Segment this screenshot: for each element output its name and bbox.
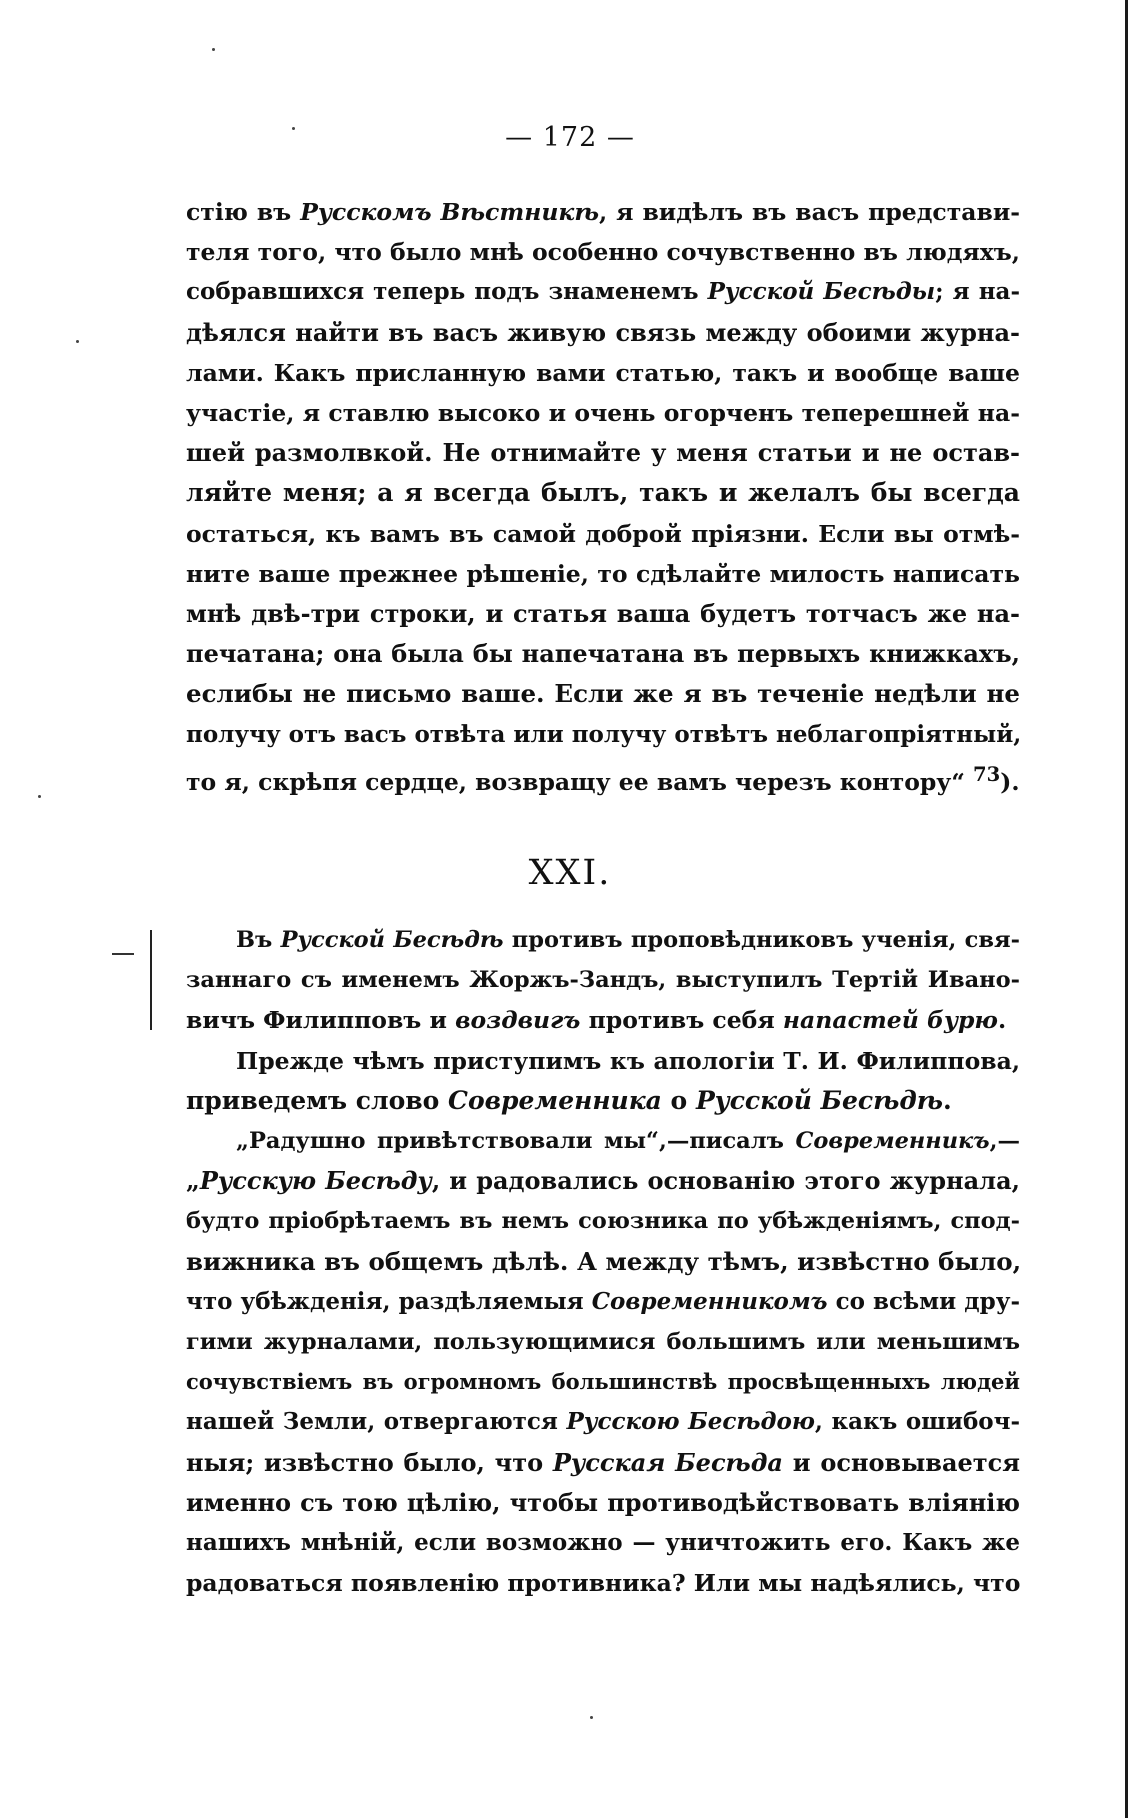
text-line: то я, скрѣпя сердце, возвращу ее вамъ черезъ контору“ $^{73}$). [186, 762, 1020, 796]
text-line: радоваться появленію противника? Или мы надѣялись, что [186, 1569, 1021, 1598]
text-line: гими журналами, пользующимися большимъ или меньшимъ [186, 1329, 1020, 1356]
page-number: — 172 — [505, 122, 635, 153]
text-line: „Радушно привѣтствовали мы“,—писалъ Современникъ,— [236, 1128, 1020, 1155]
text-line: нашихъ мнѣній, если возможно — уничтожить его. Какъ же [186, 1529, 1020, 1557]
text-line: приведемъ слово Современника о Русской Бесѣдѣ. [186, 1085, 952, 1115]
scan-speck [590, 1716, 593, 1719]
text-line: еслибы не письмо ваше. Если же я въ теченіе недѣли не [186, 679, 1020, 709]
text-line: получу отъ васъ отвѣта или получу отвѣтъ неблагопріятный, [186, 720, 1022, 748]
text-line: ляйте меня; а я всегда былъ, такъ и желалъ бы всегда [186, 478, 1020, 508]
scan-speck [212, 48, 215, 51]
text-line: что убѣжденія, раздѣляемыя Современникомъ со всѣми дру- [186, 1287, 1020, 1315]
text-line: мнѣ двѣ-три строки, и статья ваша будетъ тотчасъ же на- [186, 599, 1020, 629]
page-edge-line [1125, 0, 1128, 1818]
paragraph-continuation [186, 192, 1020, 802]
text-line: заннаго съ именемъ Жоржъ-Зандъ, выступилъ Тертій Ивано- [186, 967, 1020, 994]
text-line: дѣялся найти въ васъ живую связь между обоими журна- [186, 317, 1020, 347]
text-line: стію въ Русскомъ Вѣстникѣ, я видѣлъ въ васъ представи- [186, 198, 1020, 226]
text-line: шей размолвкой. Не отнимайте у меня статьи и не остав- [186, 438, 1020, 468]
text-line: именно съ тою цѣлію, чтобы противодѣйствовать вліянію [186, 1487, 1020, 1517]
section-heading: XXI. [528, 853, 612, 893]
text-line: Въ Русской Бесѣдѣ противъ проповѣдниковъ ученія, свя- [236, 927, 1020, 953]
text-line: собравшихся теперь подъ знаменемъ Русской Бесѣды; я на- [186, 278, 1020, 306]
margin-pencil-mark [112, 953, 134, 955]
text-line: будто пріобрѣтаемъ въ немъ союзника по убѣжденіямъ, спод- [186, 1208, 1020, 1235]
text-line: печатана; она была бы напечатана въ первыхъ книжкахъ, [186, 639, 1020, 669]
text-line: ныя; извѣстно было, что Русская Бесѣда и основывается [186, 1447, 1021, 1477]
text-line: участіе, я ставлю высоко и очень огорченъ теперешней на- [186, 399, 1020, 428]
text-line: сочувствіемъ въ огромномъ большинствѣ просвѣщенныхъ людей [186, 1369, 1020, 1395]
margin-pencil-mark [150, 930, 152, 1030]
text-line: теля того, что было мнѣ особенно сочувственно въ людяхъ, [186, 238, 1020, 267]
text-line: вичъ Филипповъ и воздвигъ противъ себя напастей бурю. [186, 1006, 1007, 1035]
text-line: остаться, къ вамъ въ самой доброй пріязни. Если вы отмѣ- [186, 519, 1020, 548]
text-line: ните ваше прежнее рѣшеніе, то сдѣлайте милость написать [186, 559, 1020, 588]
text-line: Прежде чѣмъ приступимъ къ апологіи Т. И. Филиппова, [236, 1046, 1020, 1075]
text-line: нашей Земли, отвергаются Русскою Бесѣдою, какъ ошибоч- [186, 1408, 1021, 1436]
scan-speck [76, 340, 79, 343]
text-line: „Русскую Бесѣду, и радовались основанію этого журнала, [186, 1166, 1020, 1196]
scan-speck [38, 795, 41, 798]
text-line: вижника въ общемъ дѣлѣ. А между тѣмъ, извѣстно было, [186, 1246, 1022, 1276]
text-line: лами. Какъ присланную вами статью, такъ и вообще ваше [186, 358, 1020, 387]
section-body [186, 920, 1020, 1603]
